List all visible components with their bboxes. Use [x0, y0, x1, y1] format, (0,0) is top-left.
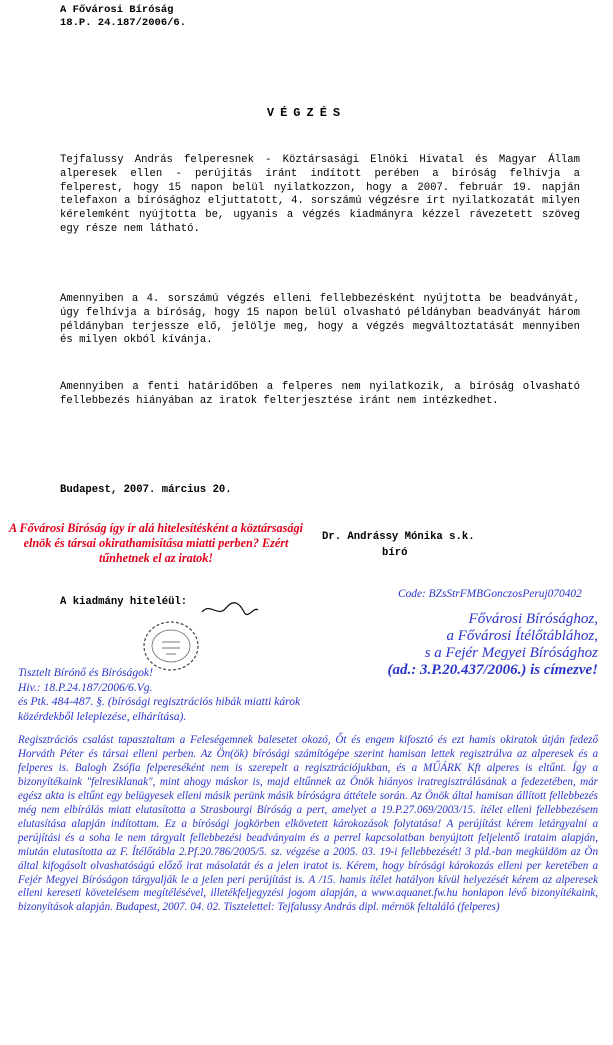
paragraph-2: Amennyiben a 4. sorszámú végzés elleni fellebbezésként nyújtotta be beadványát, úgy felhívja a bíróság, hogy 15 napon belül olvasható példányban beadványát három példányban terjessze elő, jelölje meg, hogy a végzés megváltoztatását mennyiben és milyen okból kívánja.: [60, 293, 580, 347]
salutation-line-2: Hiv.: 18.P.24.187/2006/6.Vg.: [18, 680, 153, 694]
red-annotation: A Fővárosi Bíróság így ír alá hitelesítésként a köztársasági elnök és társai okirathamisítása miatti perben? Ezért tűnhetnek el az iratok!: [9, 521, 303, 565]
case-number: 18.P. 24.187/2006/6.: [60, 17, 187, 29]
date-line: Budapest, 2007. március 20.: [60, 484, 232, 496]
address-line-1: Fővárosi Bírósághoz,: [468, 611, 598, 627]
salutation-line-1: Tisztelt Bírónő és Bíróságok!: [18, 666, 153, 679]
signature-scribble-icon: [200, 598, 260, 620]
address-line-4: (ad.: 3.P.20.437/2006.) is címezve!: [387, 662, 598, 678]
document-title: VÉGZÉS: [266, 106, 347, 120]
court-name: A Fővárosi Bíróság: [60, 4, 174, 16]
address-block: [330, 611, 598, 679]
salutation-line-3: és Ptk. 484-487. §. (bírósági regisztrációs hibák miatti károk közérdekből leleplezése, elhárítása).: [18, 695, 301, 723]
code-line: Code: BZsStrFMBGonczosPeruj070402: [398, 588, 582, 600]
address-line-2: a Fővárosi Ítélőtáblához,: [446, 628, 598, 644]
attestation-label: A kiadmány hiteléül:: [60, 596, 188, 608]
judge-name: Dr. Andrássy Mónika s.k.: [322, 531, 475, 543]
salutation-block: [18, 666, 338, 724]
letter-body: Regisztrációs csalást tapasztaltam a Feleségemnek balesetet okozó, Őt és engem kifosztó és ezt hamis okiratok útján fedező Horváth Péter és társai elleni perben. Az Ön(ök) bírósági számítógépe szerint hamisan lettek regisztrálva az alperesek és a felperes is. Balogh Zsófia felpereséként nem is szerepelt a regisztrációjukban, és a MŰÁRK Kft alperes is eltűnt. Így a bizonyítékaink "felresiklanak", mint ahogy máskor is, majd eltűnnek az Önök hiányos iratregisztrálásának a fedezetében, már egész akta is eltűnt egy belügyesek elleni másik perünk másik bíróságra áttétele során. Az Önök által hamisan állított fellebbezés még nem elbírálás miatt elutasította a Strasbourgi Bíróság a pert, amelyet a 19.P.27.069/2003/15. ítélet elleni fellebbezésem elutasítása alapján indítottam. Ez a bírósági jogkörben elkövetett károkozások folytatása! A perújítást kérem letárgyalni a perújítási és a soha le nem tárgyalt fellebbezési beadványaim és a perrel kapcsolatban benyújtott feljelentő irataim alapján, miután elutasította az F. Ítélőtábla 2.Pf.20.786/2005/5. sz. végzése a 2005. 03. 19-i fellebbezését! 3 pld.-ban megküldöm az Ön által kifogásolt olvashatóságú előző irat másolatát és a jelen iratot is. Kérem, hogy bírósági károkozás elleni per keretében a Fejér Megyei Bíróságon tárgyalják le a jelen peri perújítást is. A /15. hamis ítélet hatályon kívül helyezését kérem az alperesek elleni kereseti követelésem megítélésével, illetékfeljegyzési jogom alapján, a www.aquanet.fw.hu honlapon lévő bizonyítékaink, bizonyítások alapján. Budapest, 2007. 04. 02. Tisztelettel: Tejfalussy András dipl. mérnök feltaláló (felperes): [18, 734, 598, 914]
paragraph-3: Amennyiben a fenti határidőben a felperes nem nyilatkozik, a bíróság olvasható fellebbezés hiányában az iratok felterjesztése iránt nem intézkedhet.: [60, 381, 580, 407]
document-header: [60, 4, 186, 30]
paragraph-1: Tejfalussy András felperesnek - Köztársasági Elnöki Hivatal és Magyar Állam alperesek ellen - perújítás iránt indított perében a bíróság felhívja a felperest, hogy 15 napon belül nyilatkozzon, hogy a 2007. február 19. napján telefaxon a bírósághoz eljuttatott, 4. sorszámú végzésre írt nyilatkozatát milyen kérelemként nyújtotta be, ugyanis a végzés kiadmányra kézzel rávezetett szöveg egy része nem látható.: [60, 154, 580, 235]
judge-role: bíró: [382, 547, 408, 559]
address-line-3: s a Fejér Megyei Bírósághoz: [424, 645, 598, 661]
